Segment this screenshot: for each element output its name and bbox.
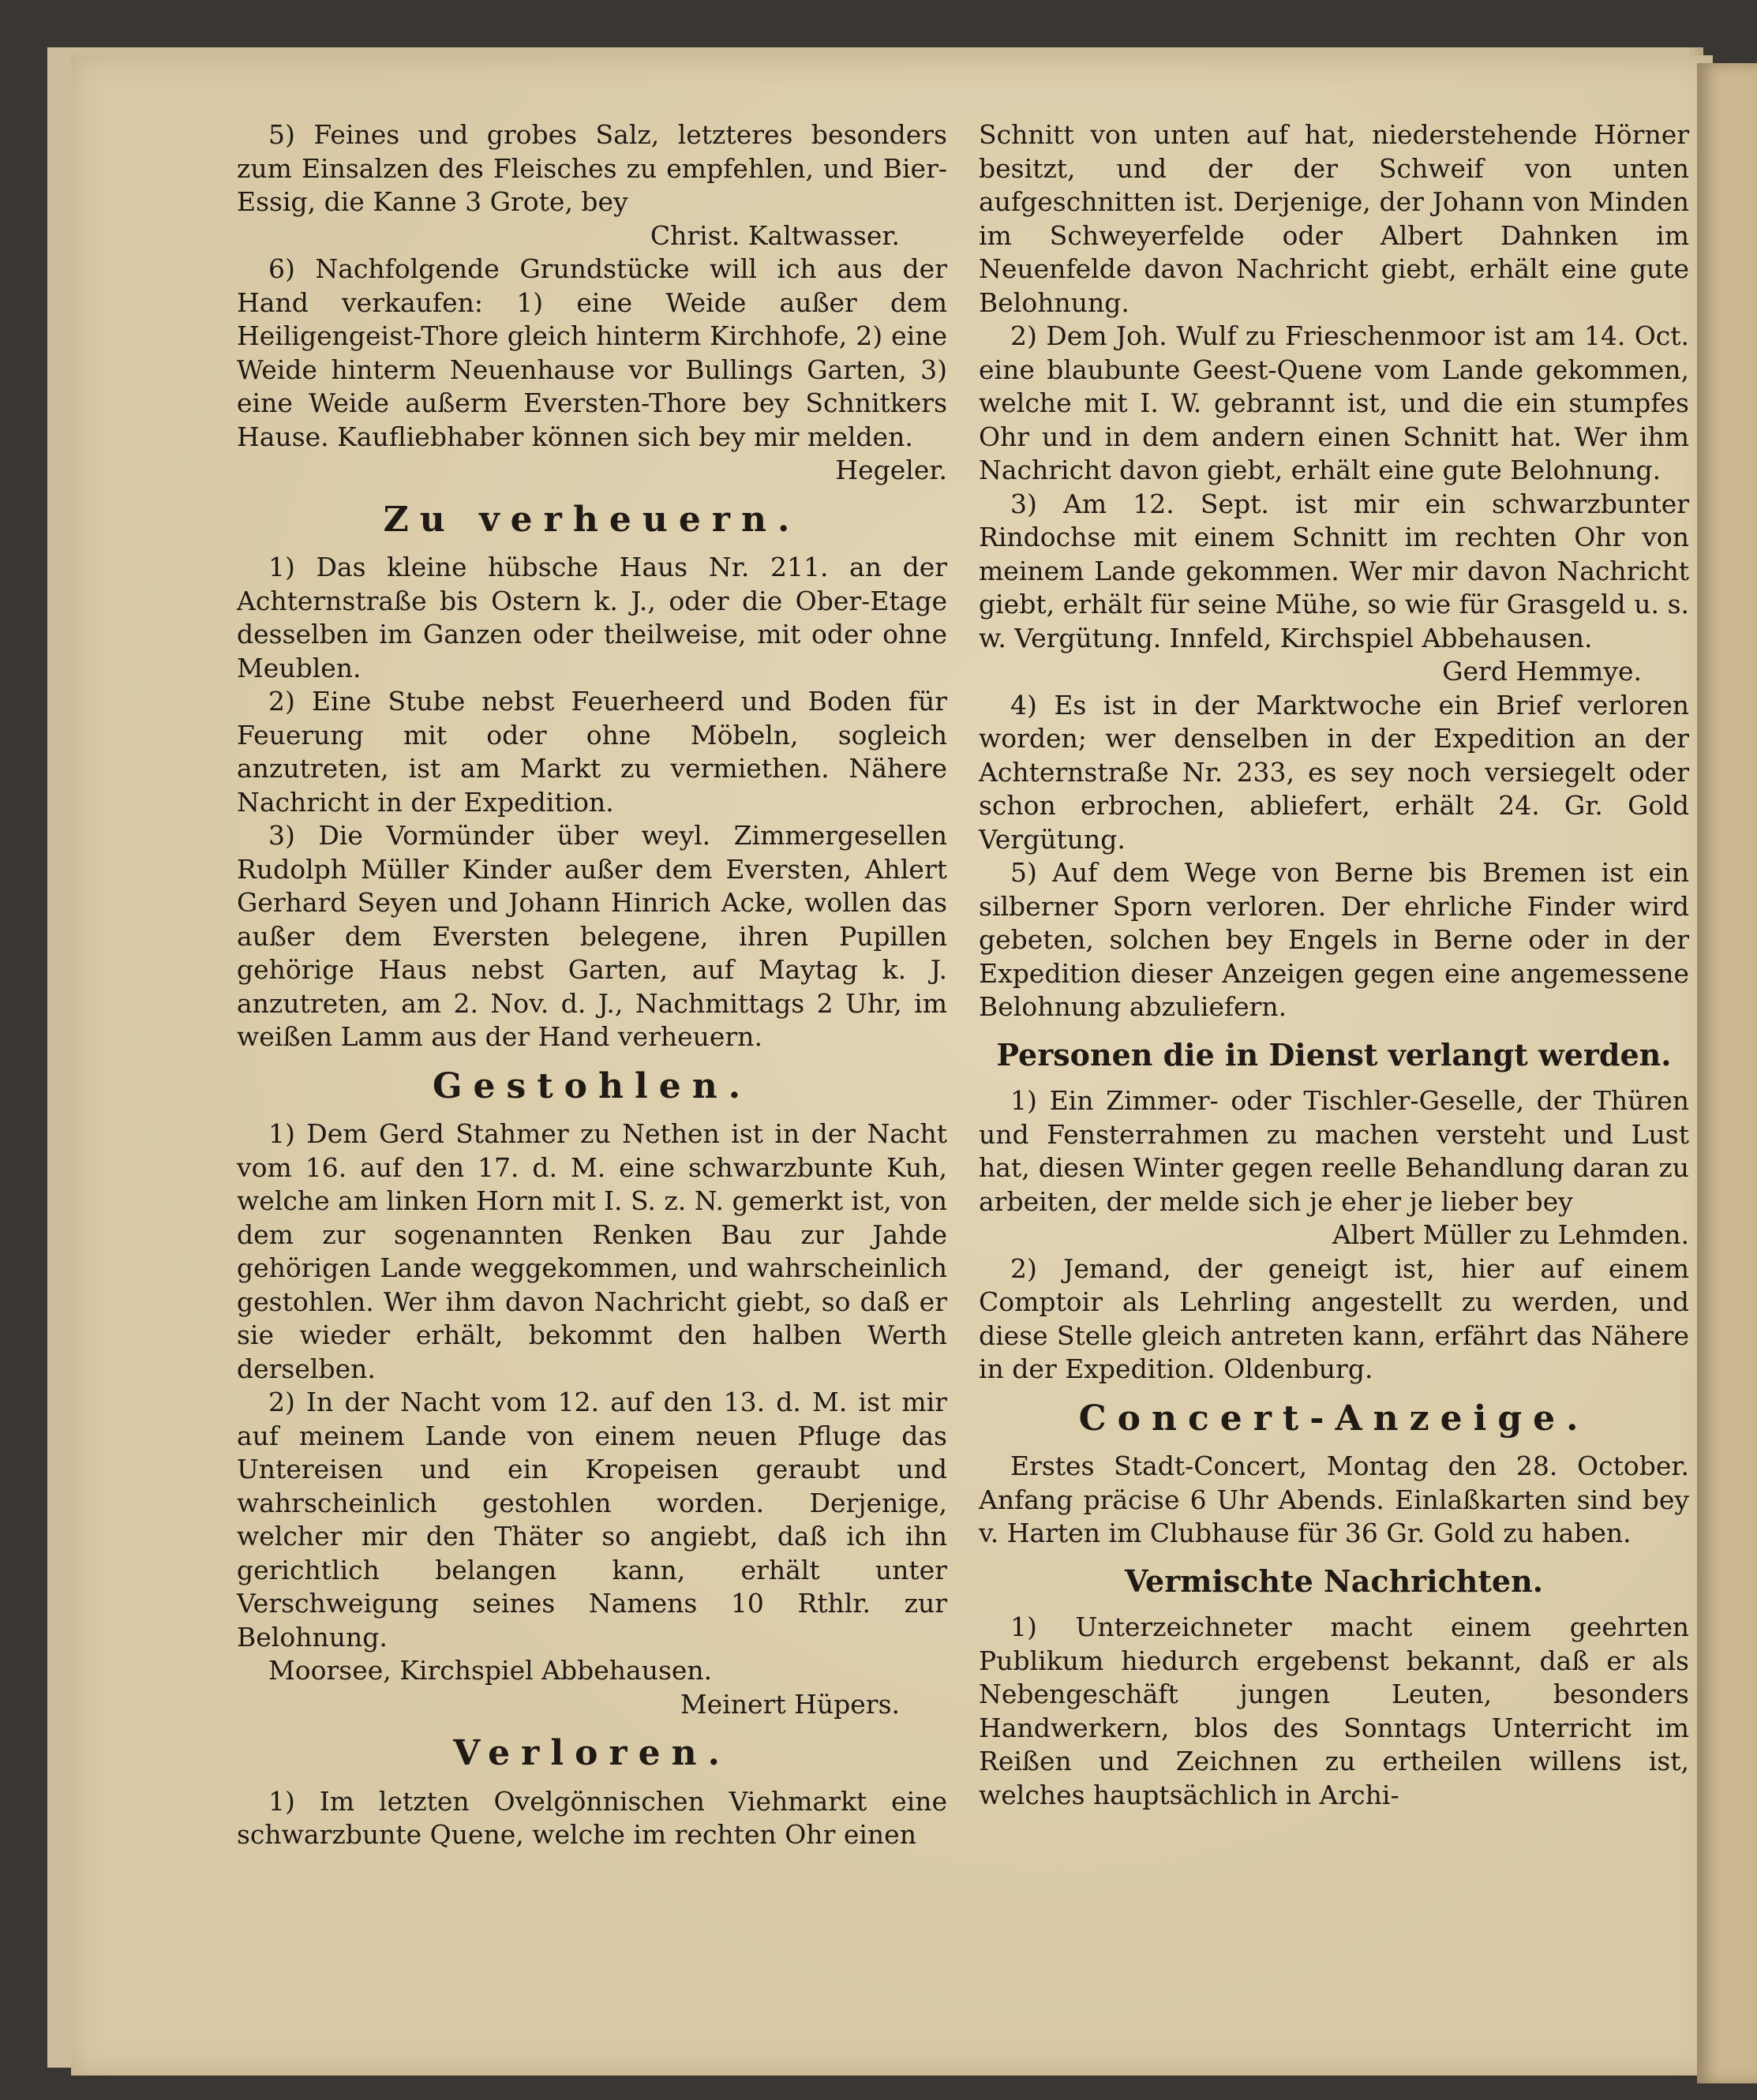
lost-item-5: 5) Auf dem Wege von Berne bis Bremen ist ein silberner Sporn verloren. Der ehrliche Finder wird gebeten, solchen bey Engels in Berne oder in der Expedition dieser Anzeigen gegen eine angemessene Belohnung abzuliefern. bbox=[979, 857, 1689, 1022]
concert-notice: Erstes Stadt-Concert, Montag den 28. October. Anfang präcise 6 Uhr Abends. Einlaßkarten sind bey v. Harten im Clubhause für 36 Gr. Gold zu haben. bbox=[979, 1451, 1689, 1548]
stolen-item-2: 2) In der Nacht vom 12. auf den 13. d. M. ist mir auf meinem Lande von einem neuen Pfluge das Untereisen und ein Kropeisen geraubt und wahrscheinlich gestohlen worden. Derjenige, welcher mir den Thäter so angiebt, daß ich ihn gerichtlich belangen kann, erhält unter Verschweigung seines Namens 10 Rthlr. zur Belohnung. bbox=[237, 1387, 947, 1653]
job-item-2: 2) Jemand, der geneigt ist, hier auf einem Comptoir als Lehrling angestellt zu werden, und diese Stelle gleich antreten kann, erfährt das Nähere in der Expedition. Oldenburg. bbox=[979, 1252, 1689, 1384]
misc-item-1: 1) Unterzeichneter macht einem geehrten Publikum hiedurch ergebenst bekannt, daß er als Nebengeschäft jungen Leuten, besonders Handwerkern, blos des Sonntags Unterricht im Reißen und Zeichnen zu ertheilen willens ist, welches hauptsächlich in Archi- bbox=[979, 1611, 1689, 1810]
left-column bbox=[237, 118, 947, 1852]
heading-vermischte: Vermischte Nachrichten. bbox=[1125, 1563, 1543, 1599]
signature-kaltwasser: Christ. Kaltwasser. bbox=[650, 219, 900, 251]
rent-item-2: 2) Eine Stube nebst Feuerheerd und Boden für Feuerung mit oder ohne Möbeln, sogleich anzutreten, ist am Markt zu vermiethen. Nähere Nachricht in der Expedition. bbox=[237, 686, 947, 818]
right-column bbox=[979, 118, 1689, 1812]
rent-item-1: 1) Das kleine hübsche Haus Nr. 211. an der Achternstraße bis Ostern k. J., oder die Ober-Etage desselben im Ganzen oder theilweise, mit oder ohne Meublen. bbox=[237, 552, 947, 683]
stolen-place: Moorsee, Kirchspiel Abbehausen. bbox=[268, 1655, 713, 1686]
lost-item-1: 1) Im letzten Ovelgönnischen Viehmarkt eine schwarzbunte Quene, welche im rechten Ohr einen bbox=[237, 1785, 947, 1850]
signature-mueller: Albert Müller zu Lehmden. bbox=[1332, 1219, 1689, 1250]
rent-item-3: 3) Die Vormünder über weyl. Zimmergesellen Rudolph Müller Kinder außer dem Eversten, Ahlert Gerhard Seyen und Johann Hinrich Acke, wollen das außer dem Eversten belegene, ihren Pupillen gehörige Haus nebst Garten, auf Maytag k. J. anzutreten, am 2. Nov. d. J., Nachmittags 2 Uhr, im weißen Lamm aus der Hand verheuern. bbox=[237, 820, 947, 1052]
lost-item-3: 3) Am 12. Sept. ist mir ein schwarzbunter Rindochse mit einem Schnitt im rechten Ohr von meinem Lande gekommen. Wer mir davon Nachricht giebt, erhält für seine Mühe, so wie für Grasgeld u. s. w. Vergütung. Innfeld, Kirchspiel Abbehausen. bbox=[979, 488, 1689, 653]
signature-huepers: Meinert Hüpers. bbox=[680, 1688, 900, 1720]
signature-hegeler: Hegeler. bbox=[835, 455, 947, 485]
notice-salt: 5) Feines und grobes Salz, letzteres besonders zum Einsalzen des Fleisches zu empfehlen, und Bier-Essig, die Kanne 3 Grote, bey bbox=[237, 119, 947, 217]
heading-zu-verheuern: Zu verheuern. bbox=[383, 499, 801, 540]
lost-item-1-continued: Schnitt von unten auf hat, niederstehende Hörner besitzt, und der der Schweif von unten aufgeschnitten ist. Derjenige, der Johann von Minden im Schweyerfelde oder Albert Dahnken im Neuenfelde davon Nachricht giebt, erhält eine gute Belohnung. bbox=[979, 119, 1689, 318]
heading-dienst: Personen die in Dienst verlangt werden. bbox=[996, 1036, 1672, 1072]
job-item-1: 1) Ein Zimmer- oder Tischler-Geselle, der Thüren und Fensterrahmen zu machen versteht und Lust hat, diesen Winter gegen reelle Behandlung daran zu arbeiten, der melde sich je eher je lieber bey bbox=[979, 1085, 1689, 1217]
heading-gestohlen: Gestohlen. bbox=[432, 1065, 752, 1106]
lost-item-4: 4) Es ist in der Marktwoche ein Brief verloren worden; wer denselben in der Expedition an der Achternstraße Nr. 233, es sey noch versiegelt oder schon erbrochen, abliefert, erhält 24. Gr. Gold Vergütung. bbox=[979, 689, 1689, 855]
signature-hemmye: Gerd Hemmye. bbox=[1442, 656, 1642, 687]
heading-concert: Concert-Anzeige. bbox=[1078, 1398, 1590, 1439]
lost-item-2: 2) Dem Joh. Wulf zu Frieschenmoor ist am 14. Oct. eine blaubunte Geest-Quene vom Lande gekommen, welche mit I. W. gebrannt ist, und die ein stumpfes Ohr und in dem andern einen Schnitt hat. Wer ihm Nachricht davon giebt, erhält eine gute Belohnung. bbox=[979, 320, 1689, 485]
notice-land-sale: 6) Nachfolgende Grundstücke will ich aus der Hand verkaufen: 1) eine Weide außer dem Heiligengeist-Thore gleich hinterm Kirchhofe, 2) eine Weide hinterm Neuenhause vor Bullings Garten, 3) eine Weide außerm Eversten-Thore bey Schnitkers Hause. Kaufliebhaber können sich bey mir melden. bbox=[237, 253, 947, 452]
stolen-item-1: 1) Dem Gerd Stahmer zu Nethen ist in der Nacht vom 16. auf den 17. d. M. eine schwarzbunte Kuh, welche am linken Horn mit I. S. z. N. gemerkt ist, von dem zur sogenannten Renken Bau zur Jahde gehörigen Lande weggekommen, und wahrscheinlich gestohlen. Wer ihm davon Nachricht giebt, so daß er sie wieder erhält, bekommt den halben Werth derselben. bbox=[237, 1118, 947, 1384]
facing-page-edge bbox=[1697, 63, 1757, 2083]
heading-verloren: Verloren. bbox=[453, 1733, 731, 1773]
